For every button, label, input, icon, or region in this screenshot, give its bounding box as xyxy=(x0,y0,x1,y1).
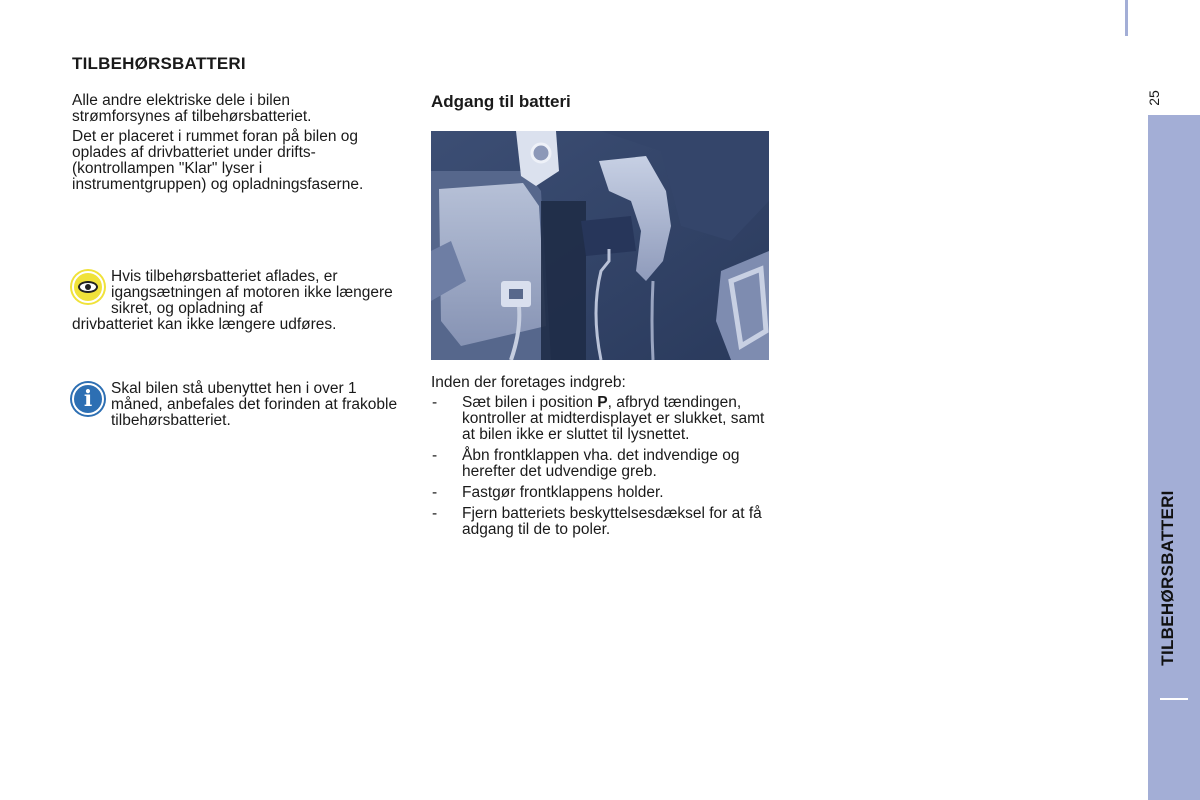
page-number: 25 xyxy=(1146,90,1162,106)
list-item: - Åbn frontklappen vha. det indvendige og herefter det udvendige greb. xyxy=(432,447,740,480)
info-note-text: Skal bilen stå ubenyttet hen i over 1 måned, anbefales det forinden at frakoble tilbehørsbatteriet. xyxy=(111,380,398,429)
warning-note-text-end: drivbatteriet kan ikke længere udføres. xyxy=(72,316,337,333)
intro-paragraph-2: Det er placeret i rummet foran på bilen og oplades af drivbatteriet under drifts- (kontrollampen "Klar" lyser i instrumentgruppen) og opladningsfaserne. xyxy=(72,128,364,193)
side-tab-label: TILBEHØRSBATTERI xyxy=(1158,490,1177,666)
intro-paragraph-1: Alle andre elektriske dele i bilen strømforsynes af tilbehørsbatteriet. xyxy=(72,92,312,125)
list-item: - Fjern batteriets beskyttelsesdæksel for at få adgang til de to poler. xyxy=(432,505,762,538)
eye-icon xyxy=(72,271,104,303)
section-title: TILBEHØRSBATTERI xyxy=(72,54,246,73)
info-icon: i xyxy=(72,383,104,415)
list-item: - Fastgør frontklappens holder. xyxy=(432,484,664,501)
warning-note xyxy=(72,269,412,333)
side-tab-marker xyxy=(1160,698,1188,700)
steps-intro: Inden der foretages indgreb: xyxy=(431,374,626,391)
top-rule xyxy=(1125,0,1128,36)
info-note xyxy=(72,381,412,429)
warning-note-text: Hvis tilbehørsbatteriet aflades, er igangsætningen af motoren ikke længere sikret, og opladning af xyxy=(111,268,393,317)
battery-access-title: Adgang til batteri xyxy=(431,92,571,111)
battery-photo xyxy=(431,131,769,360)
list-item: - Sæt bilen i position P, afbryd tændingen, kontroller at midterdisplayet er slukket, samt at bilen ikke er sluttet til lysnettet. xyxy=(432,394,765,443)
steps-list xyxy=(431,395,776,543)
